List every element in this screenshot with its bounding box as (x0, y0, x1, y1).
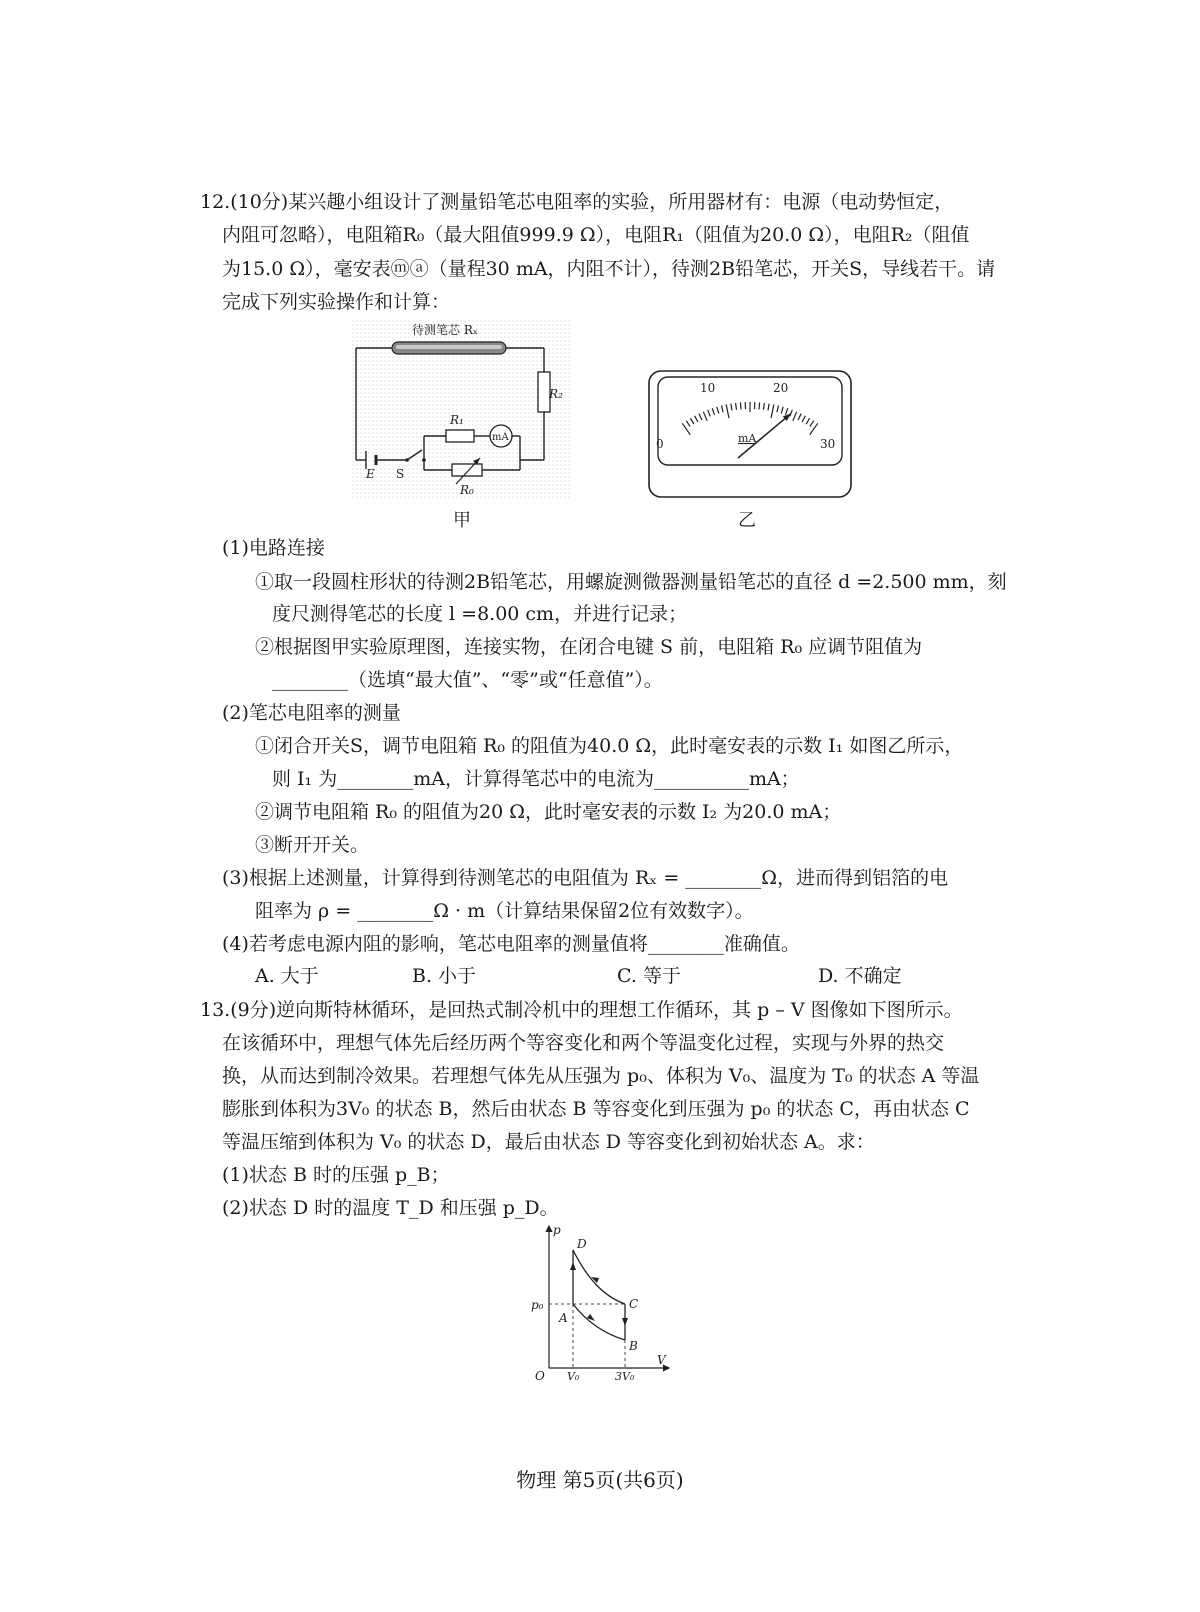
p-axis-label: p (553, 1223, 561, 1237)
resistor-box-r0 (452, 464, 482, 476)
meter-face (658, 377, 842, 465)
pencil-label: 待测笔芯 Rₓ (412, 323, 478, 337)
figure-b-caption: 乙 (738, 510, 756, 531)
meter-tick (759, 402, 760, 409)
q12-part-3b: 阻率为 ρ = ________Ω · m（计算结果保留2位有效数字）。 (255, 900, 754, 922)
q12-part-1-step-1b: 度尺测得笔芯的长度 l =8.00 cm，并进行记录； (272, 603, 688, 625)
e-label: E (366, 467, 375, 481)
p0-label: p₀ (531, 1298, 544, 1312)
tick-label-10: 10 (700, 381, 716, 395)
r1-label: R₁ (450, 413, 464, 427)
q12-part-1: (1)电路连接 (222, 537, 325, 559)
origin-label: O (535, 1369, 545, 1382)
q12-part-2-step-3: ③断开开关。 (255, 834, 370, 856)
state-d-label: D (577, 1237, 587, 1251)
r0-label: R₀ (460, 483, 474, 497)
option-d: D. 不确定 (818, 965, 902, 987)
state-c-label: C (629, 1297, 639, 1311)
q12-part-1-step-2b: ________（选填“最大值”、“零”或“任意值”）。 (272, 669, 663, 691)
q13-line-5: 等温压缩到体积为 V₀ 的状态 D，最后由状态 D 等容变化到初始状态 A。求： (222, 1131, 875, 1153)
q13-line-2: 在该循环中，理想气体先后经历两个等容变化和两个等温变化过程，实现与外界的热交 (222, 1032, 945, 1054)
q12-part-2-step-2: ②调节电阻箱 R₀ 的阻值为20 Ω，此时毫安表的示数 I₂ 为20.0 mA； (255, 801, 842, 823)
q12-part-2: (2)笔芯电阻率的测量 (222, 702, 401, 724)
resistor-r1 (446, 430, 474, 442)
r2-label: R₂ (549, 387, 563, 401)
state-a-label: A (559, 1311, 568, 1325)
isotherm-ab (573, 1304, 625, 1340)
q12-part-2-step-1: ①闭合开关S，调节电阻箱 R₀ 的阻值为40.0 Ω，此时毫安表的示数 I₁ 如图乙所示， (255, 735, 964, 757)
option-a: A. 大于 (255, 965, 319, 987)
q13-line-4: 膨胀到体积为3V₀ 的状态 B，然后由状态 B 等容变化到压强为 p₀ 的状态 C，再由状态 C (222, 1098, 970, 1120)
meter-unit: mA (738, 432, 757, 445)
q12-part-4: (4)若考虑电源内阻的影响，笔芯电阻率的测量值将________准确值。 (222, 933, 800, 955)
q13-line-3: 换，从而达到制冷效果。若理想气体先从压强为 p₀、体积为 V₀、温度为 T₀ 的状态 A 等温 (222, 1065, 980, 1087)
state-b-label: B (629, 1339, 638, 1353)
q12-part-1-step-1: ①取一段圆柱形状的待测2B铅笔芯，用螺旋测微器测量铅笔芯的直径 d =2.500 mm，刻 (255, 571, 1007, 593)
s-label: S (396, 467, 405, 481)
page-footer: 物理 第5页(共6页) (516, 1468, 684, 1492)
tick-label-30: 30 (820, 437, 836, 451)
q12-line-1: 12.(10分)某兴趣小组设计了测量铅笔芯电阻率的实验，所用器材有：电源（电动势恒定， (200, 191, 954, 213)
q12-part-2-step-1b: 则 I₁ 为________mA，计算得笔芯中的电流为__________mA； (272, 768, 800, 790)
circuit-diagram (352, 320, 570, 500)
option-b: B. 小于 (412, 965, 477, 987)
v-axis-label: V (657, 1353, 666, 1367)
isotherm-cd (573, 1250, 625, 1304)
q13-part-2: (2)状态 D 时的温度 T_D 和压强 p_D。 (222, 1197, 559, 1219)
q12-line-2: 内阻可忽略），电阻箱R₀（最大阻值999.9 Ω），电阻R₁（阻值为20.0 Ω），电阻R₂（阻值 (222, 224, 970, 246)
3v0-label: 3V₀ (615, 1370, 635, 1382)
tick-label-20: 20 (773, 381, 789, 395)
q13-part-1: (1)状态 B 时的压强 p_B； (222, 1164, 450, 1186)
q12-line-3: 为15.0 Ω），毫安表ⓜⓐ（量程30 mA，内阻不计），待测2B铅笔芯，开关S，导线若干。请 (222, 258, 996, 280)
meter-tick (740, 402, 741, 409)
ma-label: mA (492, 432, 509, 443)
pv-graph (525, 1222, 675, 1382)
q13-line-1: 13.(9分)逆向斯特林循环，是回热式制冷机中的理想工作循环，其 p – V 图像如下图所示。 (200, 999, 963, 1021)
tick-label-0: 0 (656, 437, 664, 451)
q12-part-3: (3)根据上述测量，计算得到待测笔芯的电阻值为 Rₓ = ________Ω，进而得到铝箔的电 (222, 867, 949, 889)
meter-diagram (648, 370, 852, 498)
q12-line-4: 完成下列实验操作和计算： (222, 291, 451, 313)
q12-part-1-step-2: ②根据图甲实验原理图，连接实物，在闭合电键 S 前，电阻箱 R₀ 应调节阻值为 (255, 636, 923, 658)
option-c: C. 等于 (617, 965, 681, 987)
figure-a-caption: 甲 (453, 510, 471, 531)
v0-label: V₀ (567, 1370, 580, 1382)
